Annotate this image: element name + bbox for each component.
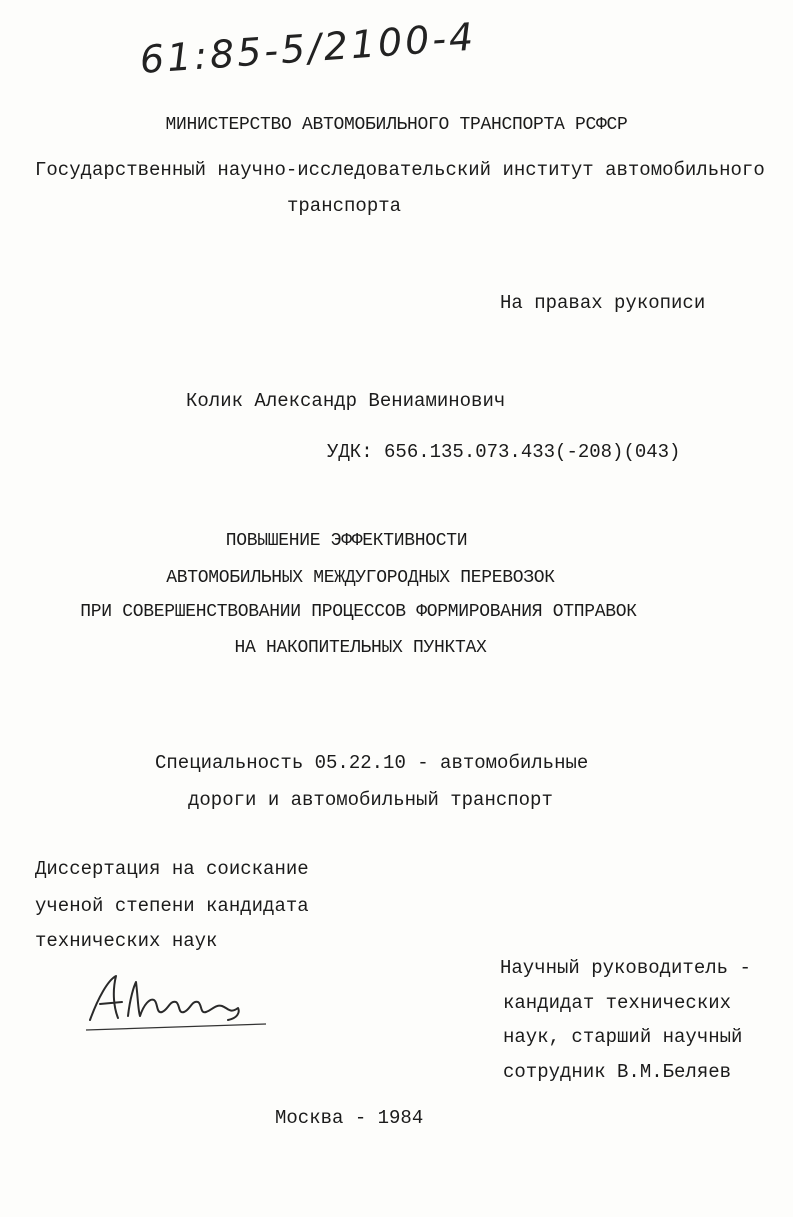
supervisor-line-1: Научный руководитель - xyxy=(500,957,751,979)
ministry-header: МИНИСТЕРСТВО АВТОМОБИЛЬНОГО ТРАНСПОРТА РСФСР xyxy=(165,115,628,135)
specialty-line-2: дороги и автомобильный транспорт xyxy=(188,789,553,811)
title-line-2: АВТОМОБИЛЬНЫХ МЕЖДУГОРОДНЫХ ПЕРЕВОЗОК xyxy=(166,568,555,588)
specialty-line-1: Специальность 05.22.10 - автомобильные xyxy=(155,752,589,774)
title-line-4: НА НАКОПИТЕЛЬНЫХ ПУНКТАХ xyxy=(234,638,487,658)
supervisor-line-4: сотрудник В.М.Беляев xyxy=(503,1061,732,1083)
archive-code: 61:85-5/2100-4 xyxy=(138,14,478,82)
institute-line-2: транспорта xyxy=(287,195,402,217)
supervisor-line-2: кандидат технических xyxy=(503,992,732,1014)
author-name: Колик Александр Вениаминович xyxy=(186,390,506,412)
author-signature xyxy=(78,968,278,1038)
title-line-1: ПОВЫШЕНИЕ ЭФФЕКТИВНОСТИ xyxy=(225,531,468,551)
dissertation-line-3: технических наук xyxy=(35,930,218,952)
title-line-3: ПРИ СОВЕРШЕНСТВОВАНИИ ПРОЦЕССОВ ФОРМИРОВАНИЯ ОТПРАВОК xyxy=(80,602,637,622)
supervisor-line-3: наук, старший научный xyxy=(503,1026,743,1048)
udc-code: УДК: 656.135.073.433(-208)(043) xyxy=(327,441,681,463)
dissertation-line-1: Диссертация на соискание xyxy=(35,858,309,880)
footer-city-year: Москва - 1984 xyxy=(275,1107,424,1129)
manuscript-rights: На правах рукописи xyxy=(500,292,706,314)
dissertation-line-2: ученой степени кандидата xyxy=(35,895,309,917)
institute-line-1: Государственный научно-исследовательский институт автомобильного xyxy=(35,159,765,181)
